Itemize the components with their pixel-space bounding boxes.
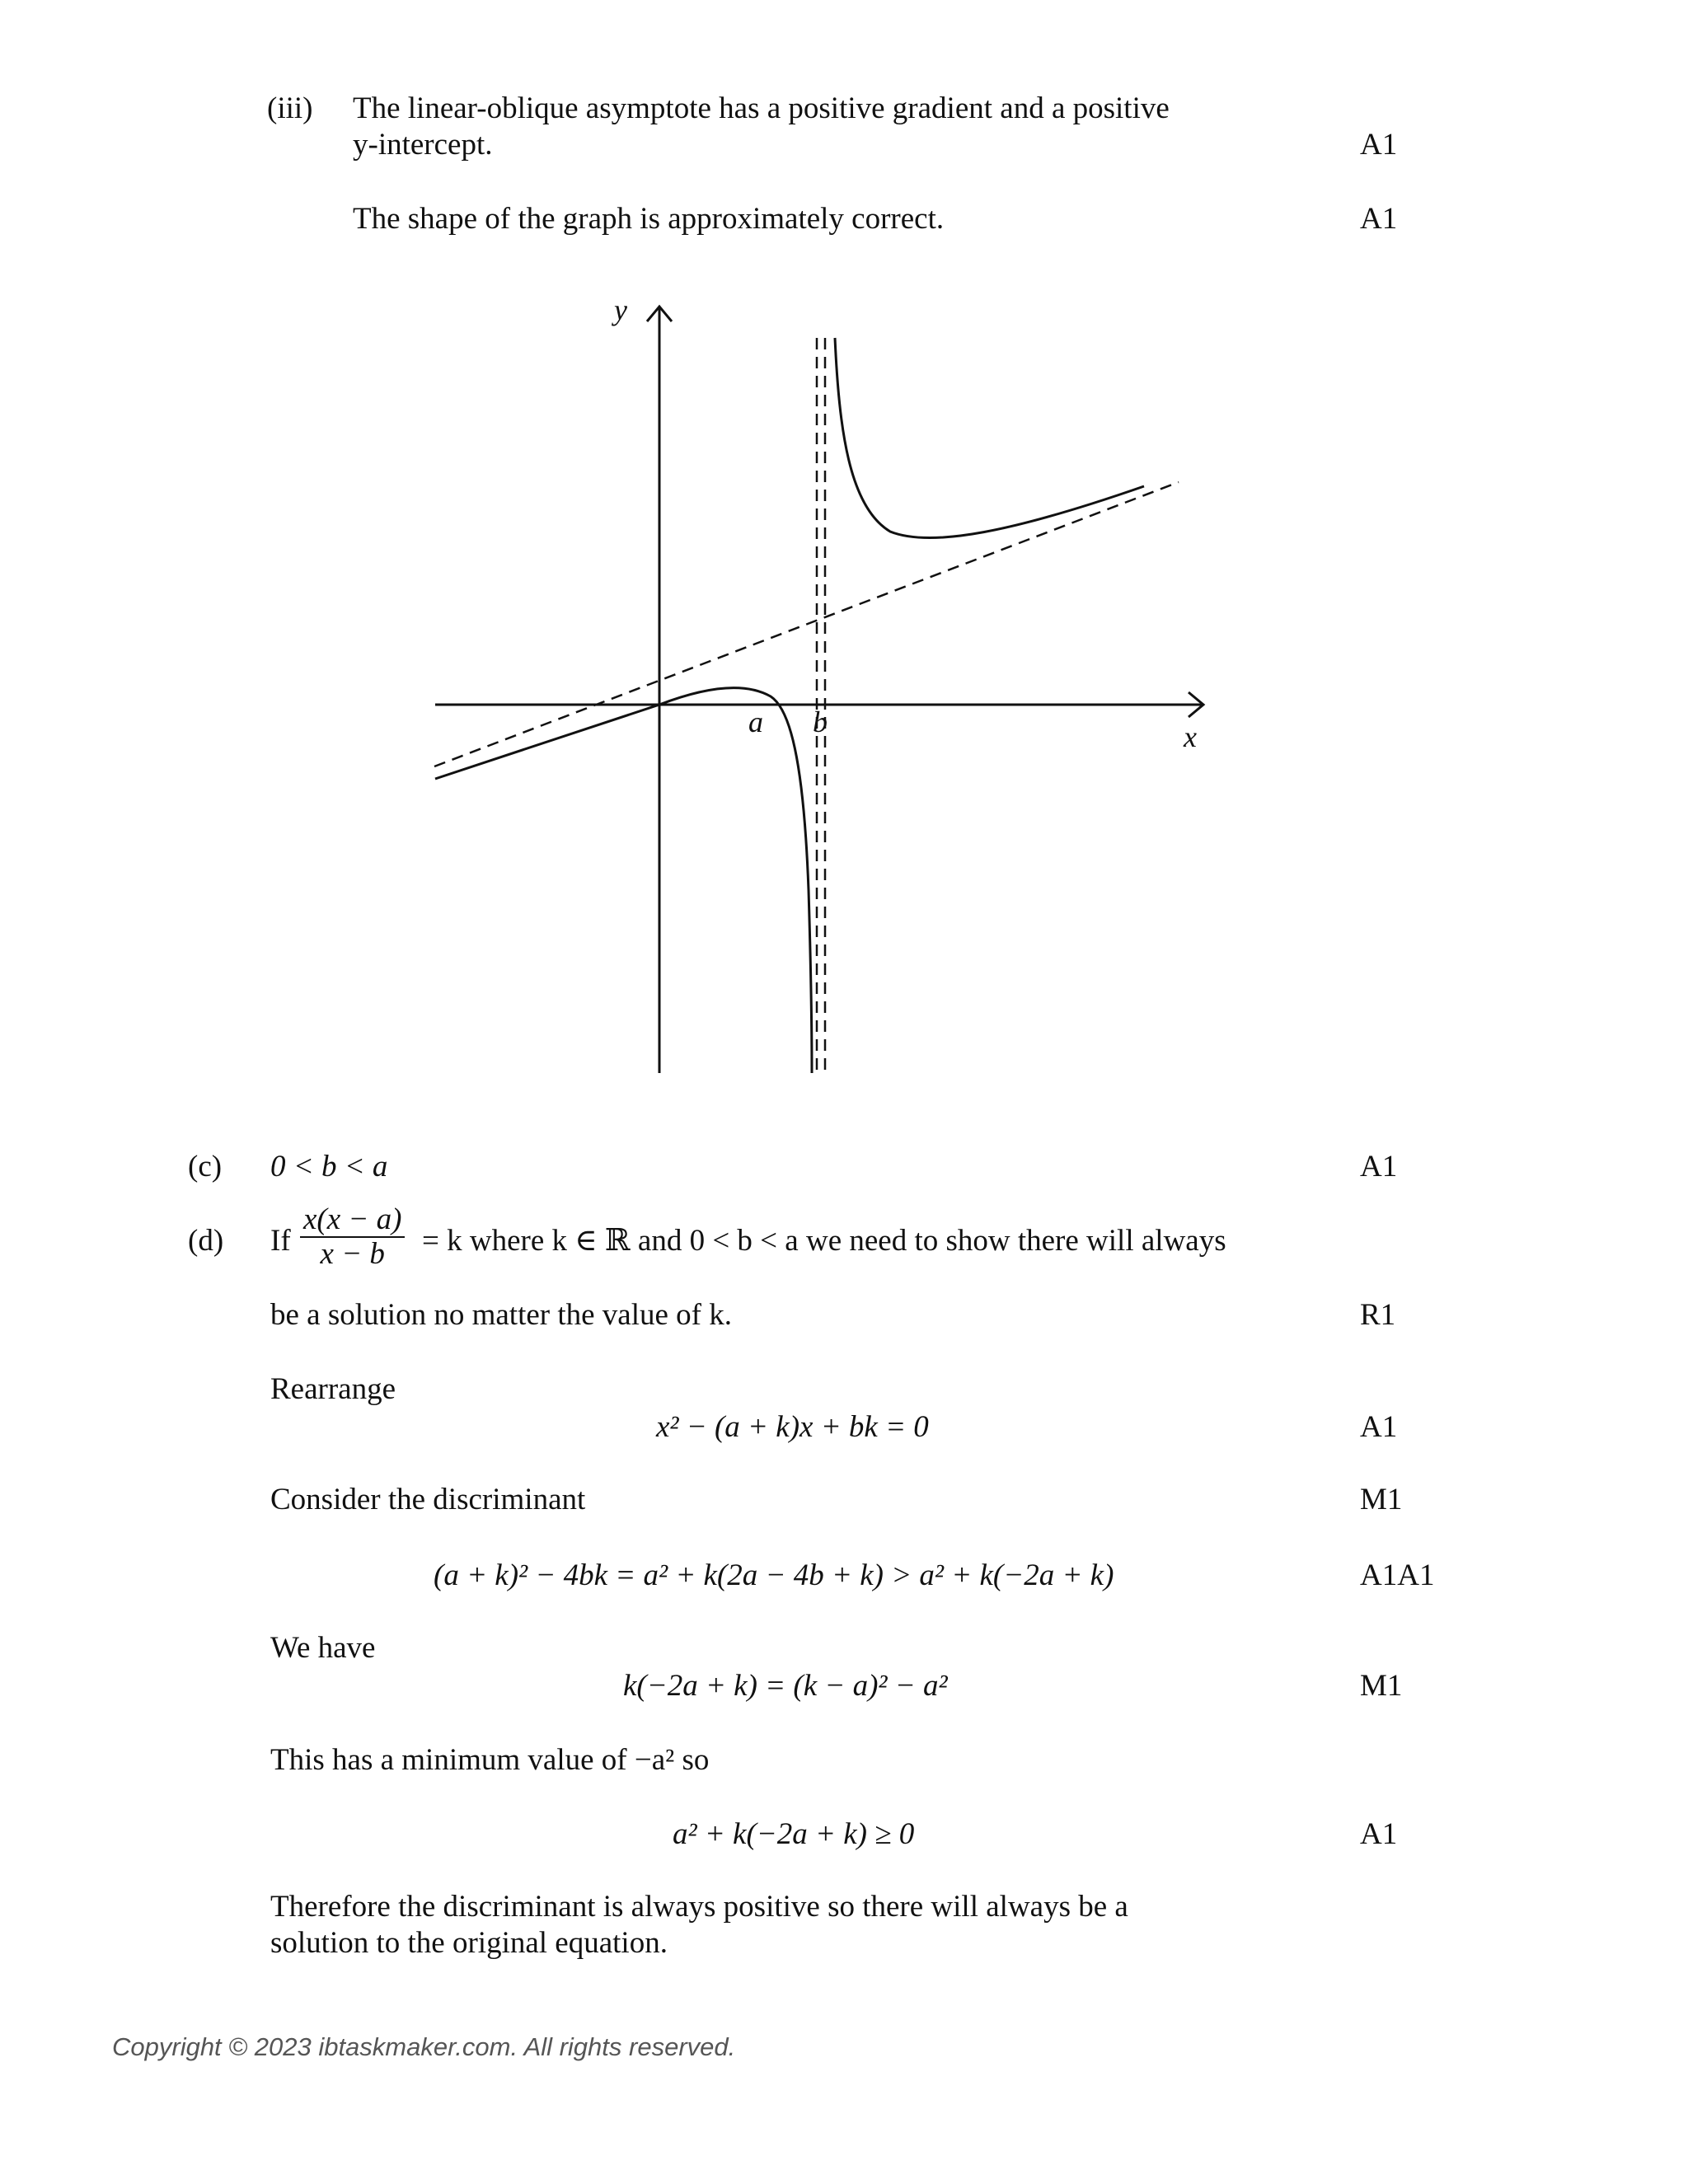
mark-eq2: A1A1	[1360, 1558, 1435, 1592]
equation-discriminant: (a + k)² − 4bk = a² + k(2a − 4b + k) > a² + k(−2a + k)	[434, 1558, 1114, 1592]
curve-right-branch	[835, 338, 1144, 538]
part-c-label: (c)	[188, 1150, 223, 1183]
equation-completed-square: k(−2a + k) = (k − a)² − a²	[623, 1669, 948, 1703]
graph	[0, 280, 1688, 1368]
part-d-if: If	[270, 1224, 291, 1258]
minimum-statement: This has a minimum value of −a² so	[270, 1743, 710, 1777]
oblique-asymptote	[434, 482, 1179, 766]
root-a-label: a	[748, 705, 763, 738]
mark-eq3: M1	[1360, 1669, 1403, 1703]
part-d-line2: be a solution no matter the value of k.	[270, 1298, 732, 1332]
part-d-line1-rest: = k where k ∈ ℝ and 0 < b < a we need to show there will always	[422, 1224, 1226, 1258]
fraction-numerator: x(x − a)	[300, 1203, 405, 1238]
part-d-fraction	[300, 1203, 405, 1271]
part-c-statement: 0 < b < a	[270, 1150, 388, 1183]
part-iii-line2: y-intercept.	[353, 128, 493, 162]
equation-quadratic: x² − (a + k)x + bk = 0	[656, 1410, 929, 1444]
consider-discriminant: Consider the discriminant	[270, 1483, 586, 1516]
mark-eq1: A1	[1360, 1410, 1398, 1444]
fraction-denominator: x − b	[320, 1237, 385, 1271]
mark-c: A1	[1360, 1150, 1398, 1183]
mark-iii-1: A1	[1360, 128, 1398, 162]
conclusion-line2: solution to the original equation.	[270, 1926, 668, 1960]
equation-inequality: a² + k(−2a + k) ≥ 0	[673, 1817, 915, 1851]
y-axis-label: y	[614, 293, 627, 326]
we-have-label: We have	[270, 1631, 376, 1665]
part-iii-line3: The shape of the graph is approximately correct.	[353, 202, 945, 236]
conclusion-line1: Therefore the discriminant is always positive so there will always be a	[270, 1890, 1128, 1924]
mark-d-r1: R1	[1360, 1298, 1396, 1332]
copyright-footer: Copyright © 2023 ibtaskmaker.com. All rights reserved.	[112, 2032, 736, 2061]
mark-iii-2: A1	[1360, 202, 1398, 236]
rearrange-label: Rearrange	[270, 1372, 396, 1406]
part-iii-label: (iii)	[267, 91, 313, 125]
asymptote-b-label: b	[813, 705, 828, 738]
x-axis-label: x	[1184, 720, 1197, 753]
part-d-label: (d)	[188, 1224, 224, 1258]
mark-consider: M1	[1360, 1483, 1403, 1516]
mark-eq4: A1	[1360, 1817, 1398, 1851]
part-iii-line1: The linear-oblique asymptote has a positive gradient and a positive	[353, 91, 1170, 125]
